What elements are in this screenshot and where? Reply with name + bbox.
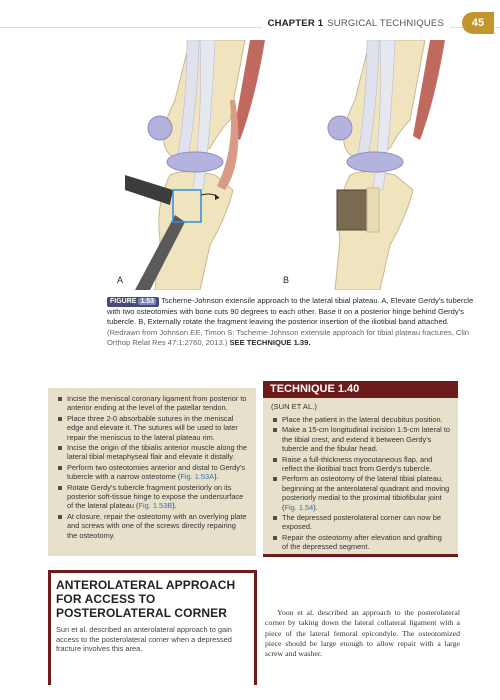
list-item: Rotate Gerdy's tubercle fragment posteriorly on its posterior soft-tissue hinge to expose the undersurface of the lateral plateau (Fig. 1.53B). [58,483,248,511]
panel-b-label: B [283,275,290,285]
list-item: Perform an osteotomy of the lateral tibial plateau, beginning at the anterolateral quadrant and moving posteriorly medial to the proximal tibiofibular joint (Fig. 1.54). [273,474,450,512]
figure-caption [107,296,479,348]
list-item: Make a 15-cm longitudinal incision 1.5-cm lateral to the tibial crest, and extend it between Gerdy's tubercle and the fibular head. [273,425,450,453]
body-paragraph: Yoon et al. described an approach to the posterolateral corner by taking down the lateral collateral ligament with a piece of the lateral femoral epicondyle. The osteotomized piece should be large enough to allow repair with a large screw and washer. [265,608,460,659]
section-box [48,570,257,685]
figure-reference-link[interactable]: Fig. 1.53A [180,472,215,482]
panel-a-drawing [125,40,265,290]
chapter-title: SURGICAL TECHNIQUES [327,18,444,29]
caption-text: Tscherne-Johnson extensile approach to the lateral tibial plateau. A, Elevate Gerdy's tubercle with two osteotomies with bone cuts 90 degrees to each other. Base it on a posterior hinge behind Gerdy's tubercle. B, Externally rotate the fragment leaving the posterior insertion of the iliotibial band attached. [107,296,474,327]
list-item: At closure, repair the osteotomy with an overlying plate and screws with one of the screws directly repairing the osteotomy. [58,512,248,540]
technique-box [263,381,458,557]
chapter-heading [262,18,450,29]
list-item: Place the patient in the lateral decubitus position. [273,415,450,424]
figure-tag [107,297,159,307]
section-heading: ANTEROLATERAL APPROACH FOR ACCESS TO POSTEROLATERAL CORNER [56,578,236,620]
technique-steps-list [263,413,458,552]
left-steps-box [48,388,256,556]
section-text: Sun et al. described an anterolateral approach to gain access to the posterolateral corner when a depressed fracture involves this area. [56,625,232,654]
left-steps-list [48,388,256,540]
figure-reference-link[interactable]: Fig. 1.53B [138,501,173,511]
panel-b-drawing [328,40,445,290]
page-number: 45 [462,12,494,34]
technique-subtitle: (SUN ET AL.) [271,402,317,411]
figure-reference-link[interactable]: Fig. 1.54 [284,502,314,512]
technique-title: TECHNIQUE 1.40 [263,381,458,398]
caption-source: (Redrawn from Johnson EE, Timon S: Tscherne-Johnson extensile approach for tibial plateau fractures, Clin Orthop Relat Res 47:1:2760, 2013.) [107,327,470,347]
knee-anatomy-drawing [115,40,475,290]
panel-a-label: A [117,275,124,285]
list-item: The depressed posterolateral corner can now be exposed. [273,513,450,532]
list-item: Incise the origin of the tibialis anterior muscle along the lateral tibial metaphyseal flair and elevate it distally. [58,443,248,462]
figure-word: FIGURE [110,298,137,305]
figure-number: 1.53 [140,298,155,305]
running-header [0,14,500,42]
list-item: Repair the osteotomy after elevation and grafting of the depressed segment. [273,533,450,552]
list-item: Perform two osteotomies anterior and distal to Gerdy's tubercle with a narrow osteotome (Fig. 1.53A). [58,463,248,482]
see-technique-link[interactable]: SEE TECHNIQUE 1.39. [229,337,311,347]
list-item: Place three 2-0 absorbable sutures in the meniscal edge and elevate it. The sutures will be used to later repair the meniscus to the lateral plateau rim. [58,414,248,442]
chapter-label: CHAPTER 1 [267,18,324,29]
list-item: Incise the meniscal coronary ligament from posterior to anterior ending at the level of the patellar tendon. [58,394,248,413]
list-item: Raise a full-thickness myocutaneous flap, and reflect the iliotibial tract from Gerdy's tubercle. [273,455,450,474]
figure-illustration [115,40,475,290]
